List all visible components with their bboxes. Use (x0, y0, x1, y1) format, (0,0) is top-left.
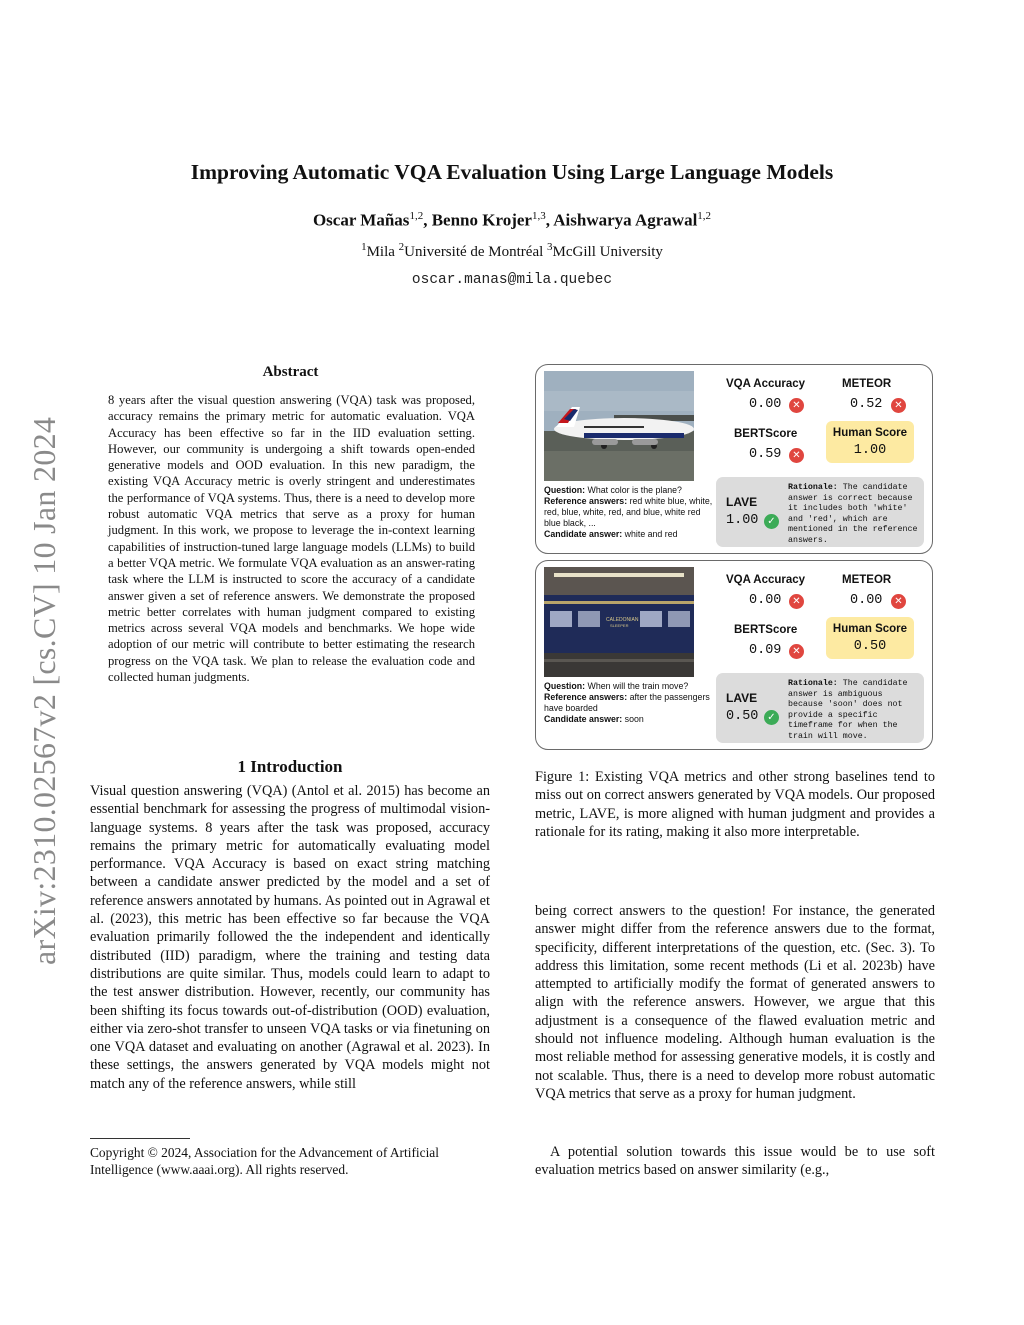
human-score-value: 0.50 (853, 639, 887, 654)
copyright-footnote: Copyright © 2024, Association for the Advancement of Artificial Intelligence (www.aaai.org). All rights reserved. (90, 1145, 439, 1177)
bertscore-label: BERTScore (734, 428, 798, 440)
vqa-accuracy-label: VQA Accuracy (726, 378, 806, 390)
lave-value: 1.00 (726, 513, 759, 528)
wrong-x-icon: ✕ (891, 594, 906, 609)
reference-answers-label: Reference answers: (544, 692, 628, 702)
arxiv-identifier: arXiv:2310.02567v2 [cs.CV] 10 Jan 2024 (26, 416, 62, 965)
svg-text:CALEDONIAN: CALEDONIAN (606, 617, 639, 623)
author-name: Oscar Mañas (312, 210, 410, 230)
human-score-box (826, 421, 914, 463)
body-paragraph: being correct answers to the question! For instance, the generated answer might differ from the reference answers due to the format, specificity, different interpretations of the question, etc. (Sec. 3). To address this limitation, some recent methods (Li et al. 2023b) have attempted to artificially modify the format of generated answers to align with the reference answers. However, we argue that this adjustment is a consequence of the flawed evaluation metric and should not influence modeling. Although human evaluation is the most reliable method for assessing generative models, it is costly and not scalable. Thus, there is a need to develop more robust automatic VQA metrics that serve as a proxy for human judgment. (535, 903, 935, 1102)
rationale-text (788, 483, 920, 547)
meteor-label: METEOR (842, 378, 892, 390)
human-score-label: Human Score (832, 623, 908, 635)
author-name: Aishwarya Agrawal (553, 210, 698, 230)
affil-sup: 1 (361, 241, 367, 253)
affiliation: McGill University (552, 244, 663, 260)
lave-label: LAVE (726, 691, 758, 705)
reference-answers-label: Reference answers: (544, 496, 628, 506)
question-label: Question: (544, 485, 586, 495)
wrong-x-icon: ✕ (789, 644, 804, 659)
paper-title: Improving Automatic VQA Evaluation Using Large Language Models (190, 160, 834, 184)
wrong-x-icon: ✕ (789, 398, 804, 413)
abstract-heading: Abstract (262, 364, 319, 380)
qa-block (544, 681, 714, 725)
meteor-label: METEOR (842, 574, 892, 586)
lave-value: 0.50 (726, 709, 759, 724)
correct-check-icon: ✓ (764, 710, 779, 725)
bertscore-value: 0.59 (749, 447, 782, 462)
human-score-box (826, 617, 914, 659)
author-email[interactable]: oscar.manas@mila.quebec (411, 272, 613, 288)
figure-example-2 (535, 560, 933, 750)
question-text: When will the train move? (587, 681, 689, 691)
author-affil-sup: 1,3 (531, 210, 546, 222)
candidate-answer-label: Candidate answer: (544, 529, 623, 539)
rationale-text (788, 679, 920, 743)
bertscore-label: BERTScore (734, 624, 798, 636)
affiliation: Mila (366, 244, 395, 260)
figure-example-1 (535, 364, 933, 554)
affil-sup: 3 (547, 241, 553, 253)
intro-paragraph: Visual question answering (VQA) (Antol et al. 2015) has become an essential benchmark for assessing the progress of multimodal vision-language systems. 8 years after the task was proposed, accuracy remains the primary metric for automatically evaluating model performance. VQA Accuracy is based on exact string matching between a candidate answer predicted by the model and a set of reference answers annotated by humans. As pointed out in Agrawal et al. (2023), this metric has been effective so far because the VQA evaluation primarily followed the the independent and identically distributed (IID) paradigm, where the training and testing data distributions are quite similar. Thus, models could learn to adapt to the test answer distribution. However, recently, our community has been shifting its focus towards out-of-distribution (OOD) evaluation, either via zero-shot transfer to unseen VQA tasks or via finetuning on one VQA dataset and evaluating on another (Agrawal et al. 2023). In these settings, the answers generated by VQA models might not match any of the reference answers, while still (90, 783, 490, 1092)
candidate-answer-label: Candidate answer: (544, 714, 623, 724)
bertscore-value: 0.09 (749, 643, 782, 658)
qa-block (544, 485, 714, 540)
author-list: Oscar Mañas$^{1,2}$, Benno Krojer$^{1,3}$, Aishwarya Agrawal$^{1,2}$ (312, 210, 712, 230)
author-name: Benno Krojer (431, 210, 532, 230)
wrong-x-icon: ✕ (891, 398, 906, 413)
vqa-accuracy-value: 0.00 (749, 397, 782, 412)
vqa-accuracy-label: VQA Accuracy (726, 574, 806, 586)
wrong-x-icon: ✕ (789, 448, 804, 463)
meteor-value: 0.00 (850, 593, 883, 608)
affiliations (0, 241, 1024, 261)
human-score-value: 1.00 (853, 443, 887, 458)
body-paragraph: A potential solution towards this issue would be to use soft evaluation metrics based on answer similarity (e.g., (535, 1144, 935, 1179)
reference-answers-text: red white blue, white, red, blue, white, red, and blue, white red blue black, ... (544, 496, 713, 528)
svg-text:SLEEPER: SLEEPER (610, 623, 629, 628)
rationale-body: The candidate answer is ambiguous because 'soon' does not provide a specific timeframe for when the train will move. (788, 679, 908, 741)
question-text: What color is the plane? (587, 485, 682, 495)
reference-answers-text: after the passengers have boarded (544, 692, 710, 713)
airplane-photo (544, 371, 694, 481)
author-affil-sup: 1,2 (409, 210, 424, 222)
section-heading-introduction: 1 Introduction (237, 757, 343, 776)
vqa-accuracy-value: 0.00 (749, 593, 782, 608)
figure-caption: Figure 1: Existing VQA metrics and other strong baselines tend to miss out on correct answers generated by VQA models. Our proposed metric, LAVE, is more aligned with human judgment and provides a rationale for its rating, making it also more interpretable. (535, 769, 935, 840)
human-score-label: Human Score (832, 427, 908, 439)
abstract-text: 8 years after the visual question answering (VQA) task was proposed, accuracy remains the primary metric for automatic evaluation. VQA Accuracy has been effective so far in the IID evaluation setting. However, our community is undergoing a shift towards open-ended generative models and OOD evaluation. In this new paradigm, the existing VQA Accuracy metric is overly stringent and underestimates the performance of VQA systems. Thus, there is a need to develop more robust automatic VQA metrics that serve as a proxy for human judgment. In this work, we propose to leverage the in-context learning capabilities of instruction-tuned large language models (LLMs) to build a better VQA metric. We formulate VQA evaluation as an answer-rating task where the LLM is instructed to score the accuracy of a candidate answer given a set of reference answers. We demonstrate the proposed metric better correlates with human judgment compared to existing metrics across several VQA models and benchmarks. We hope wide adoption of our metric will contribute to better estimating the research progress on the VQA task. We plan to release the evaluation code and collected human judgments. (108, 393, 475, 685)
question-label: Question: (544, 681, 586, 691)
correct-check-icon: ✓ (764, 514, 779, 529)
train-photo (544, 567, 694, 677)
footnote-divider (90, 1138, 190, 1139)
rationale-label: Rationale: (788, 483, 838, 492)
candidate-answer-text: white and red (624, 529, 678, 539)
lave-box (716, 477, 924, 547)
meteor-value: 0.52 (850, 397, 883, 412)
rationale-label: Rationale: (788, 679, 838, 688)
rationale-body: The candidate answer is correct because it includes both 'white' and 'red', which are mentioned in the reference answers. (788, 483, 918, 545)
wrong-x-icon: ✕ (789, 594, 804, 609)
lave-box (716, 673, 924, 743)
candidate-answer-text: soon (624, 714, 644, 724)
affil-sup: 2 (398, 241, 405, 253)
lave-label: LAVE (726, 495, 758, 509)
author-affil-sup: 1,2 (697, 210, 712, 222)
affiliation: Université de Montréal (404, 244, 544, 260)
